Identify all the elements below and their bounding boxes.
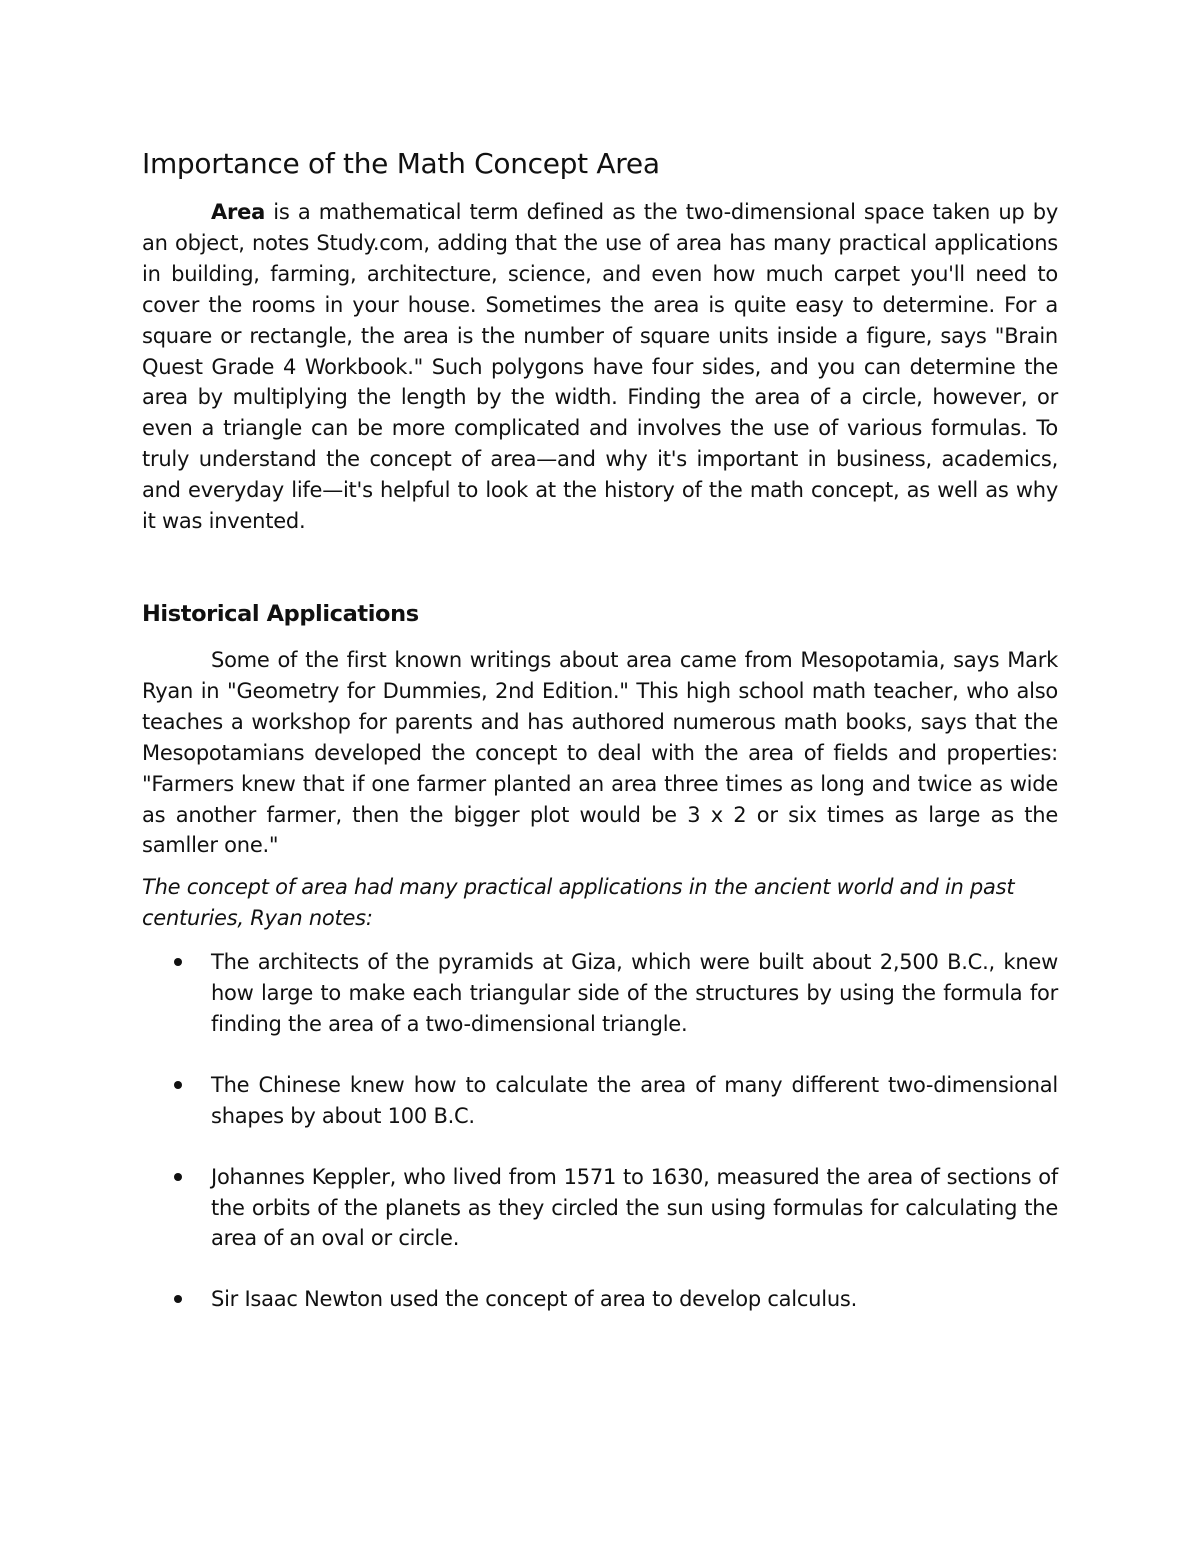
bullet-item xyxy=(142,1284,1058,1315)
bullet-text: Sir Isaac Newton used the concept of area to develop calculus. xyxy=(211,1287,857,1312)
page-title: Importance of the Math Concept Area xyxy=(142,147,660,180)
italic-intro: The concept of area had many practical applications in the ancient world and in past centuries, Ryan notes: xyxy=(142,875,1015,931)
history-paragraph: Some of the first known writings about area came from Mesopotamia, says Mark Ryan in "Geometry for Dummies, 2nd Edition." This high school math teacher, who also teaches a workshop for parents and has authored numerous math books, says that the Mesopotamians developed the concept to deal with the area of fields and properties: "Farmers knew that if one farmer planted an area three times as long and twice as wide as another farmer, then the bigger plot would be 3 x 2 or six times as large as the samller one." xyxy=(142,647,1058,858)
bullet-dot-icon xyxy=(174,1081,182,1089)
bullet-item xyxy=(142,1070,1058,1132)
bullet-text: Johannes Keppler, who lived from 1571 to 1630, measured the area of sections of the orbits of the planets as they circled the sun using formulas for calculating the area of an oval or circle. xyxy=(211,1164,1058,1251)
section-heading: Historical Applications xyxy=(142,600,419,627)
bullet-text: The architects of the pyramids at Giza, which were built about 2,500 B.C., knew how large to make each triangular side of the structures by using the formula for finding the area of a two-dimensional triangle. xyxy=(211,950,1058,1036)
bullet-list xyxy=(142,947,1058,1315)
bullet-dot-icon xyxy=(174,958,182,966)
bullet-item xyxy=(142,947,1058,1040)
intro-bold-term: Area xyxy=(211,200,266,224)
bullet-text: The Chinese knew how to calculate the area of many different two-dimensional shapes by about 100 B.C. xyxy=(211,1072,1058,1128)
intro-paragraph xyxy=(142,197,1058,537)
bullet-dot-icon xyxy=(174,1173,182,1181)
intro-text: is a mathematical term defined as the two-dimensional space taken up by an object, notes Study.com, adding that the use of area has many practical applications in building, farming, architecture, science, and even how much carpet you'll need to cover the rooms in your house. Sometimes the area is quite easy to determine. For a square or rectangle, the area is the number of square units inside a figure, says "Brain Quest Grade 4 Workbook." Such polygons have four sides, and you can determine the area by multiplying the length by the width. Finding the area of a circle, however, or even a triangle can be more complicated and involves the use of various formulas. To truly understand the concept of area—and why it's important in business, academics, and everyday life—it's helpful to look at the history of the math concept, as well as why it was invented. xyxy=(142,200,1058,534)
bullet-item xyxy=(142,1162,1058,1255)
document-body xyxy=(142,145,1058,1345)
bullet-dot-icon xyxy=(174,1295,182,1303)
